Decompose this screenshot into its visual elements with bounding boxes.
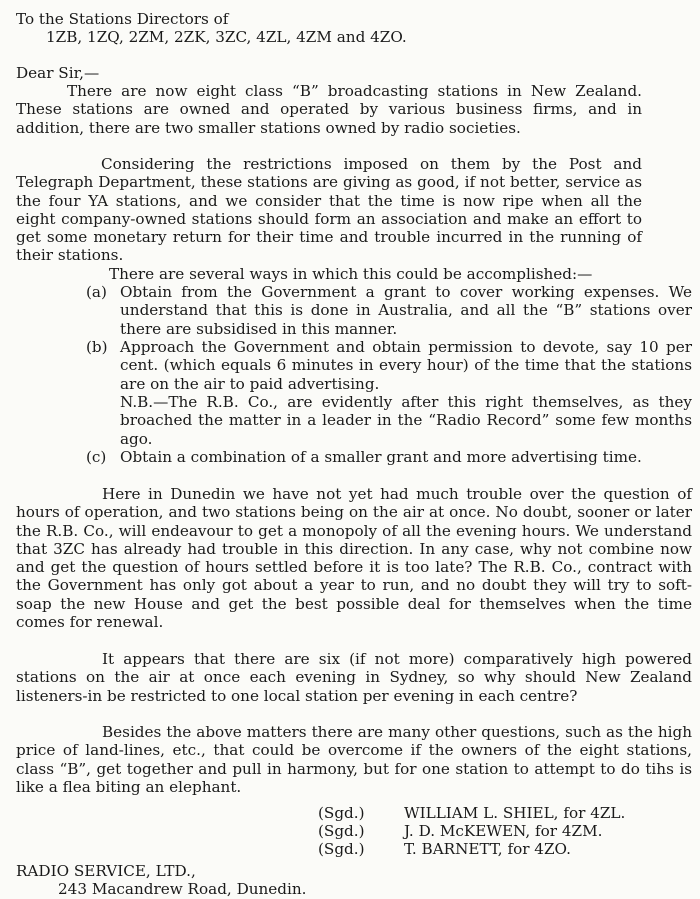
paragraph-1: There are now eight class “B” broadcasting stations in New Zealand. These stations are owned and operated by various business firms, and in addition, there are two smaller stations owned by radio societies. <box>16 82 642 137</box>
signature-name: J. D. McKEWEN, for 4ZM. <box>404 822 603 840</box>
list-marker: (b) <box>86 338 108 356</box>
list-text: Obtain from the Government a grant to cover working expenses. We understand that this is done in Australia, and all the “B” stations over there are subsidised in this manner. <box>120 283 692 338</box>
sgd-label: (Sgd.) <box>318 822 365 840</box>
paragraph-5: It appears that there are six (if not more) comparatively high powered stations on the air at once each evening in Sydney, so why should New Zealand listeners-in be restricted to one local station per evening in each centre? <box>16 650 692 705</box>
signature-name: T. BARNETT, for 4ZO. <box>404 840 571 858</box>
list-note: N.B.—The R.B. Co., are evidently after this right themselves, as they broached the matter in a leader in the “Radio Record” some few months ago. <box>120 393 692 448</box>
list-text: Obtain a combination of a smaller grant and more advertising time. <box>120 448 642 466</box>
salutation: Dear Sir,— <box>16 64 100 82</box>
paragraph-6: Besides the above matters there are many other questions, such as the high price of land-lines, etc., that could be overcome if the owners of the eight stations, class “B”, get together and pull in harmony, but for one station to attempt to do tihs is like a flea biting an elephant. <box>16 723 692 796</box>
paragraph-3: There are several ways in which this could be accomplished:— <box>109 265 593 283</box>
list-text: Approach the Government and obtain permission to devote, say 10 per cent. (which equals 6 minutes in every hour) of the time that the stations are on the air to paid advertising. <box>120 338 692 393</box>
addressee-line: To the Stations Directors of <box>16 10 229 28</box>
paragraph-2: Considering the restrictions imposed on them by the Post and Telegraph Department, these stations are giving as good, if not better, service as the four YA stations, and we consider that the time is now ripe when all the eight company-owned stations should form an association and make an effort to get some monetary return for their time and trouble incurred in the running of their stations. <box>16 155 642 265</box>
company-address: 243 Macandrew Road, Dunedin. <box>58 880 307 898</box>
list-item-a <box>86 283 692 339</box>
list-item-b <box>86 338 692 448</box>
signature-line <box>318 822 602 840</box>
list-item-c <box>86 448 692 486</box>
company-name: RADIO SERVICE, LTD., <box>16 862 196 880</box>
list-marker: (c) <box>86 448 107 466</box>
signature-line <box>318 840 571 858</box>
sgd-label: (Sgd.) <box>318 840 365 858</box>
signature-name: WILLIAM L. SHIEL, for 4ZL. <box>404 804 626 822</box>
list-marker: (a) <box>86 283 107 301</box>
sgd-label: (Sgd.) <box>318 804 365 822</box>
paragraph-4: Here in Dunedin we have not yet had much trouble over the question of hours of operation, and two stations being on the air at once. No doubt, sooner or later the R.B. Co., will endeavour to get a monopoly of all the evening hours. We understand that 3ZC has already had trouble in this direction. In any case, why not combine now and get the question of hours settled before it is too late? The R.B. Co., contract with the Government has only got about a year to run, and no doubt they will try to soft-soap the new House and get the best possible deal for themselves when the time comes for renewal. <box>16 485 692 632</box>
station-list-line: 1ZB, 1ZQ, 2ZM, 2ZK, 3ZC, 4ZL, 4ZM and 4ZO. <box>46 28 407 46</box>
signature-line <box>318 804 625 822</box>
